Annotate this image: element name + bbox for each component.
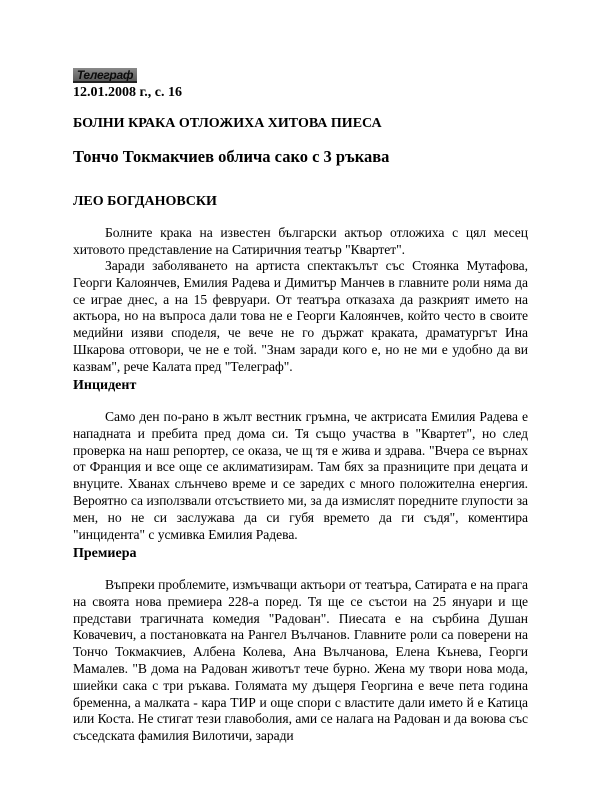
intro-paragraph-1: Болните крака на известен български актьор отложиха с цял месец хитовото представление на Сатиричния театър "Квартет". <box>73 225 528 257</box>
section-paragraph-incident: Само ден по-рано в жълт вестник гръмна, че актрисата Емилия Радева е нападната и пребита пред дома си. Тя също участва в "Квартет", но след проверка на наш репортер, се оказа, че щ тя е жива и здрава. "Вчера се върнах от Франция и все още се аклиматизирам. Там бях за празниците при децата и внуците. Хванах слънчево време и се заредих с много положителна енергия. Вероятно са използвали отсъствието ми, за да измислят поредните глупости за мен, но не си заслужава да си губя времето да ги съдя", коментира "инцидента" с усмивка Емилия Радева. <box>73 409 528 542</box>
article-subheadline: Тончо Токмакчиев облича сако с 3 ръкава <box>73 147 390 166</box>
date-line: 12.01.2008 г., с. 16 <box>73 85 182 100</box>
section-heading-premiere: Премиера <box>73 546 137 561</box>
article-headline: БОЛНИ КРАКА ОТЛОЖИХА ХИТОВА ПИЕСА <box>73 116 382 131</box>
newspaper-logo: Телеграф <box>73 68 137 83</box>
section-paragraph-premiere: Въпреки проблемите, измъчващи актьори от театъра, Сатирата е на прага на своята нова премиера 228-а поред. Тя ще се състои на 25 януари и ще представи трагичната комедия "Радован". Пиесата е на сърбина Душан Ковачевич, а постановката на Рангел Вълчанов. Главните роли са поверени на Тончо Токмакчиев, Албена Колева, Ана Вълчанова, Елена Кънева, Георги Мамалев. "В дома на Радован животът тече бурно. Жена му твори нова мода, шиейки сака с три ръкава. Голямата му дъщеря Георгина е вече пета година бременна, а малката - кара ТИР и още спори с властите дали името й е Катица или Коста. Не стигат тези главоболия, ами се налага на Радован и да воюва със съседската фамилия Вилотичи, заради <box>73 577 528 744</box>
article-author: ЛЕО БОГДАНОВСКИ <box>73 194 217 209</box>
section-heading-incident: Инцидент <box>73 378 137 393</box>
intro-paragraph-2: Заради заболяването на артиста спектакълът със Стоянка Мутафова, Георги Калоянчев, Емилия Радева и Димитър Манчев в главните роли няма да се играе днес, а на 15 февруари. От театъра отказаха да разкрият името на актьора, но на въпроса дали това не е Георги Калоянчев, който често в своите медийни изяви споделя, че вече не го държат краката, драматургът Ина Шкарова отговори, че не е той. "Знам заради кого е, но не ми е удобно да ви казвам", рече Калата пред "Телеграф". <box>73 258 528 374</box>
